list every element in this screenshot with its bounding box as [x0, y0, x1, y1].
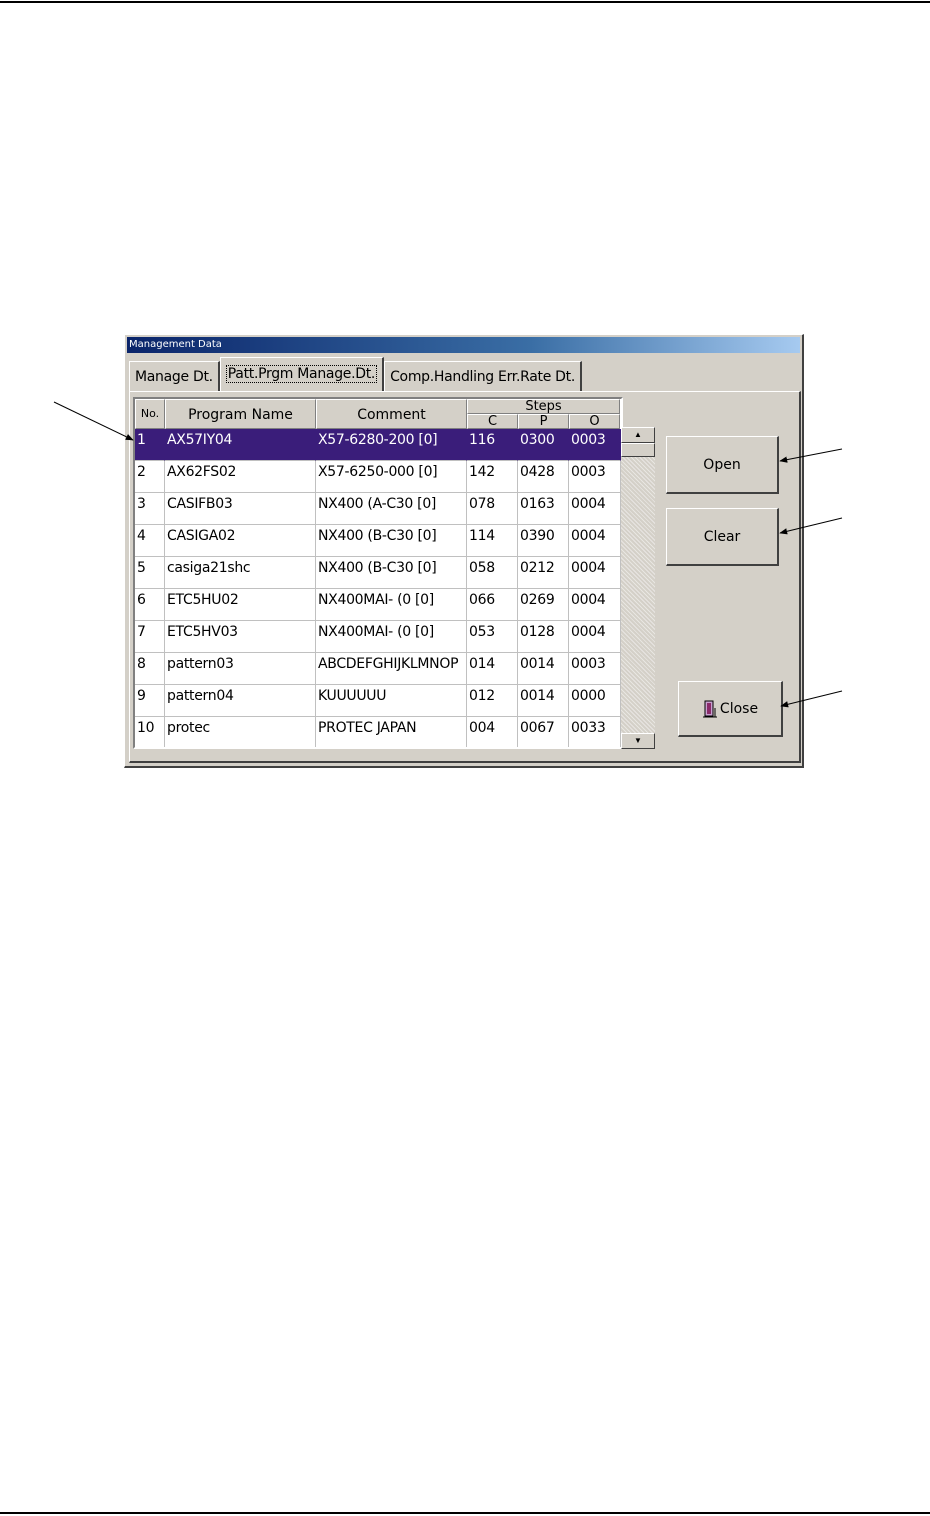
arrow-up-icon[interactable]: ▲ — [621, 427, 655, 443]
steps-p-cell: 0300 — [518, 429, 569, 461]
row-number: 5 — [135, 557, 165, 589]
comment-cell: ABCDEFGHIJKLMNOP — [316, 653, 467, 685]
row-number: 10 — [135, 717, 165, 749]
comment-cell: NX400 (A-C30 [0] — [316, 493, 467, 525]
row-number: 4 — [135, 525, 165, 557]
steps-p-cell: 0269 — [518, 589, 569, 621]
row-number: 7 — [135, 621, 165, 653]
header-steps-p[interactable]: P — [518, 414, 569, 429]
program-name-cell: AX57IY04 — [165, 429, 316, 461]
program-name-cell: ETC5HU02 — [165, 589, 316, 621]
steps-o-cell: 0003 — [569, 653, 621, 685]
comment-cell: X57-6280-200 [0] — [316, 429, 467, 461]
row-number: 2 — [135, 461, 165, 493]
program-name-cell: pattern03 — [165, 653, 316, 685]
steps-o-cell: 0003 — [569, 461, 621, 493]
steps-o-cell: 0004 — [569, 525, 621, 557]
steps-c-cell: 142 — [467, 461, 518, 493]
row-number: 1 — [135, 429, 165, 461]
steps-c-cell: 058 — [467, 557, 518, 589]
header-comment[interactable]: Comment — [316, 399, 467, 429]
steps-o-cell: 0004 — [569, 493, 621, 525]
program-name-cell: ETC5HV03 — [165, 621, 316, 653]
steps-p-cell: 0428 — [518, 461, 569, 493]
comment-cell: NX400 (B-C30 [0] — [316, 525, 467, 557]
steps-c-cell: 053 — [467, 621, 518, 653]
steps-c-cell: 004 — [467, 717, 518, 749]
program-name-cell: pattern04 — [165, 685, 316, 717]
steps-c-cell: 116 — [467, 429, 518, 461]
steps-c-cell: 014 — [467, 653, 518, 685]
callout-arrow-open — [780, 449, 842, 461]
callout-arrow-close — [781, 691, 842, 706]
row-number: 8 — [135, 653, 165, 685]
steps-p-cell: 0067 — [518, 717, 569, 749]
steps-o-cell: 0004 — [569, 589, 621, 621]
open-button-label: Open — [703, 456, 741, 473]
steps-c-cell: 078 — [467, 493, 518, 525]
steps-o-cell: 0033 — [569, 717, 621, 749]
row-number: 6 — [135, 589, 165, 621]
steps-o-cell: 0003 — [569, 429, 621, 461]
tab-label: Manage Dt. — [135, 369, 213, 385]
header-no[interactable]: No. — [135, 399, 165, 429]
comment-cell: KUUUUUU — [316, 685, 467, 717]
header-steps-c[interactable]: C — [467, 414, 518, 429]
program-name-cell: AX62FS02 — [165, 461, 316, 493]
program-name-cell: CASIFB03 — [165, 493, 316, 525]
tab-label: Patt.Prgm Manage.Dt. — [227, 366, 376, 382]
steps-p-cell: 0163 — [518, 493, 569, 525]
steps-c-cell: 114 — [467, 525, 518, 557]
header-program-name[interactable]: Program Name — [165, 399, 316, 429]
close-button-label: Close — [719, 700, 759, 717]
steps-p-cell: 0128 — [518, 621, 569, 653]
callout-arrow-row — [54, 402, 133, 440]
program-name-cell: CASIGA02 — [165, 525, 316, 557]
steps-p-cell: 0212 — [518, 557, 569, 589]
comment-cell: NX400 (B-C30 [0] — [316, 557, 467, 589]
header-steps-o[interactable]: O — [569, 414, 620, 429]
comment-cell: X57-6250-000 [0] — [316, 461, 467, 493]
comment-cell: PROTEC JAPAN — [316, 717, 467, 749]
program-name-cell: casiga21shc — [165, 557, 316, 589]
tab-label: Comp.Handling Err.Rate Dt. — [390, 369, 575, 385]
steps-o-cell: 0004 — [569, 621, 621, 653]
comment-cell: NX400MAI- (0 [0] — [316, 589, 467, 621]
tab-patt-prgm-manage-dt[interactable] — [220, 357, 384, 391]
steps-p-cell: 0014 — [518, 653, 569, 685]
row-number: 3 — [135, 493, 165, 525]
steps-o-cell: 0000 — [569, 685, 621, 717]
header-steps: Steps — [467, 399, 620, 414]
steps-p-cell: 0014 — [518, 685, 569, 717]
comment-cell: NX400MAI- (0 [0] — [316, 621, 467, 653]
steps-o-cell: 0004 — [569, 557, 621, 589]
clear-button-label: Clear — [703, 528, 741, 545]
steps-c-cell: 012 — [467, 685, 518, 717]
steps-c-cell: 066 — [467, 589, 518, 621]
window-title: Management Data — [127, 337, 800, 353]
callout-arrow-clear — [780, 518, 842, 533]
arrow-down-icon[interactable]: ▼ — [621, 733, 655, 749]
program-name-cell: protec — [165, 717, 316, 749]
steps-p-cell: 0390 — [518, 525, 569, 557]
row-number: 9 — [135, 685, 165, 717]
page-bottom-rule — [0, 1512, 930, 1514]
